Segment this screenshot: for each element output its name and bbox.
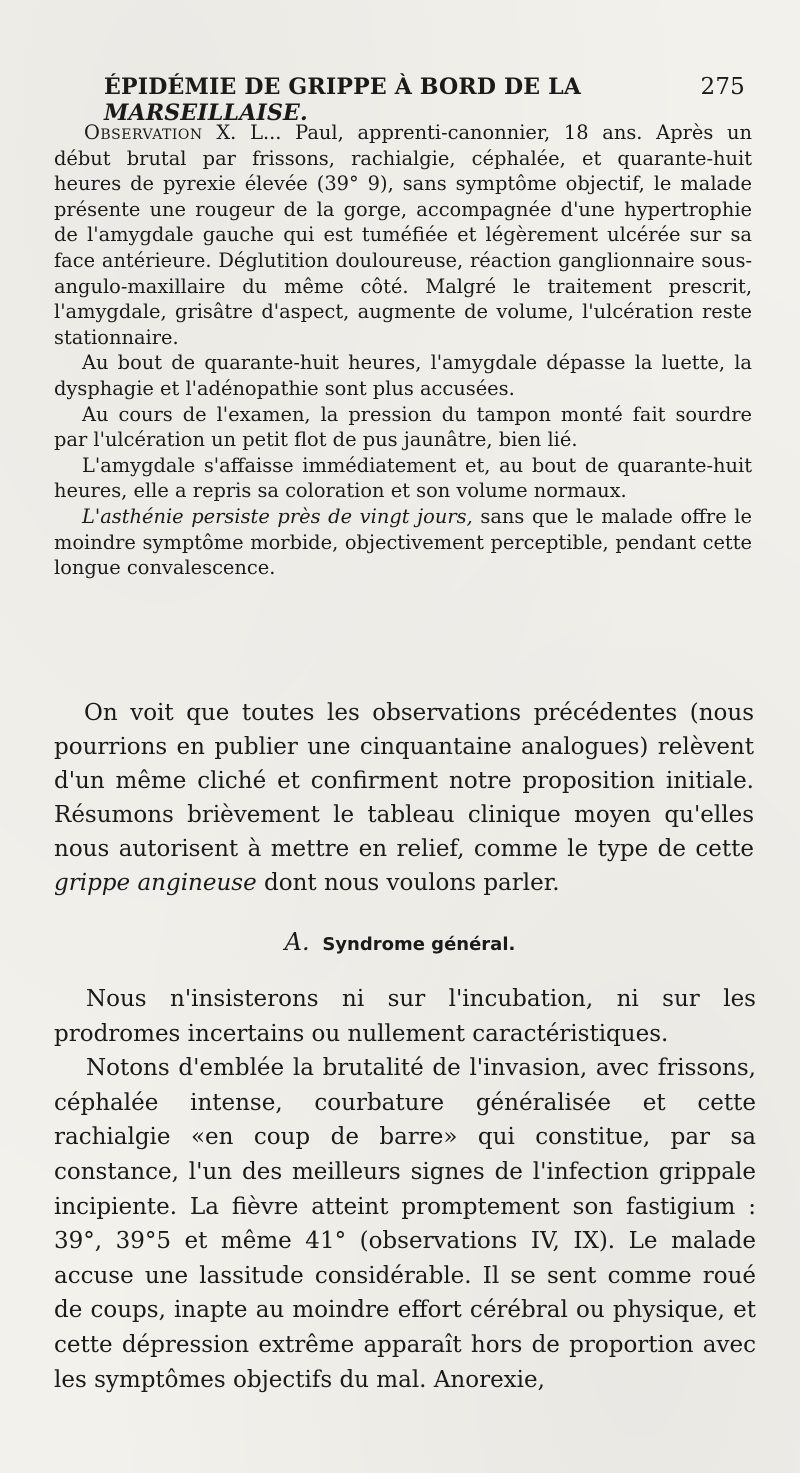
observation-paragraph-4: L'amygdale s'affaisse immédiatement et, au bout de quarante-huit heures, elle a repris sa coloration et son volume normaux. [54, 453, 752, 503]
section-title: Syndrome général. [322, 934, 516, 955]
section-heading [0, 928, 800, 956]
running-title [104, 74, 701, 126]
observation-paragraph-2: Au bout de quarante-huit heures, l'amygdale dépasse la luette, la dysphagie et l'adénopathie sont plus accusées. [54, 351, 752, 400]
observation-paragraph [54, 120, 752, 350]
grippe-angineuse-italic: grippe angineuse [54, 870, 257, 896]
observation-block [54, 120, 752, 581]
observation-paragraph-5 [54, 504, 752, 581]
running-title-text: ÉPIDÉMIE DE GRIPPE À BORD DE LA [104, 74, 582, 100]
body-paragraph-2: Notons d'emblée la brutalité de l'invasion, avec frissons, céphalée intense, courbature généralisée et cette rachialgie «en coup de barre» qui constitue, par sa constance, l'un des meilleurs signes de l'infection grippale incipiente. La fièvre atteint promptement son fastigium : 39°, 39°5 et même 41° (observations IV, IX). Le malade accuse une lassitude considérable. Il se sent comme roué de coups, inapte au moindre effort cérébral ou physique, et cette dépression extrême apparaît hors de proportion avec les symptômes objectifs du mal. Anorexie, [54, 1055, 756, 1393]
body-block [54, 982, 756, 1397]
summary-paragraph [54, 696, 754, 900]
page-number: 275 [700, 74, 745, 100]
observation-paragraph-5-rest: sans que le malade offre le moindre symptôme morbide, objectivement perceptible, pendant cette longue convalescence. [54, 504, 752, 580]
section-letter: A. [284, 928, 310, 956]
observation-text: X. L... Paul, apprenti-canonnier, 18 ans. Après un début brutal par frissons, rachialgie, céphalée, et quarante-huit heures de pyrexie élevée (39° 9), sans symptôme objectif, le malade présente une rougeur de la gorge, accompagnée d'une hypertrophie de l'amygdale gauche qui est tuméfiée et légèrement ulcérée sur sa face antérieure. Déglutition douloureuse, réaction ganglionnaire sous-angulo-maxillaire du même côté. Malgré le traitement prescrit, l'amygdale, grisâtre d'aspect, augmente de volume, l'ulcération reste stationnaire. [54, 121, 752, 349]
asthenia-italic: L'asthénie persiste près de vingt jours, [82, 504, 473, 528]
ship-name: MARSEILLAISE. [104, 100, 308, 126]
observation-label: Observation [84, 121, 203, 144]
summary-text-after: dont nous voulons parler. [256, 870, 560, 896]
running-header [104, 74, 745, 126]
summary-block [54, 696, 754, 900]
summary-text-before: On voit que toutes les observations précédentes (nous pourrions en publier une cinquantaine analogues) relèvent d'un même cliché et confirment notre proposition initiale. Résumons brièvement le tableau clinique moyen qu'elles nous autorisent à mettre en relief, comme le type de cette [54, 700, 754, 862]
observation-paragraph-3: Au cours de l'examen, la pression du tampon monté fait sourdre par l'ulcération un petit flot de pus jaunâtre, bien lié. [54, 402, 752, 452]
body-paragraph-1: Nous n'insisterons ni sur l'incubation, ni sur les prodromes incertains ou nullement caractéristiques. [54, 986, 756, 1047]
